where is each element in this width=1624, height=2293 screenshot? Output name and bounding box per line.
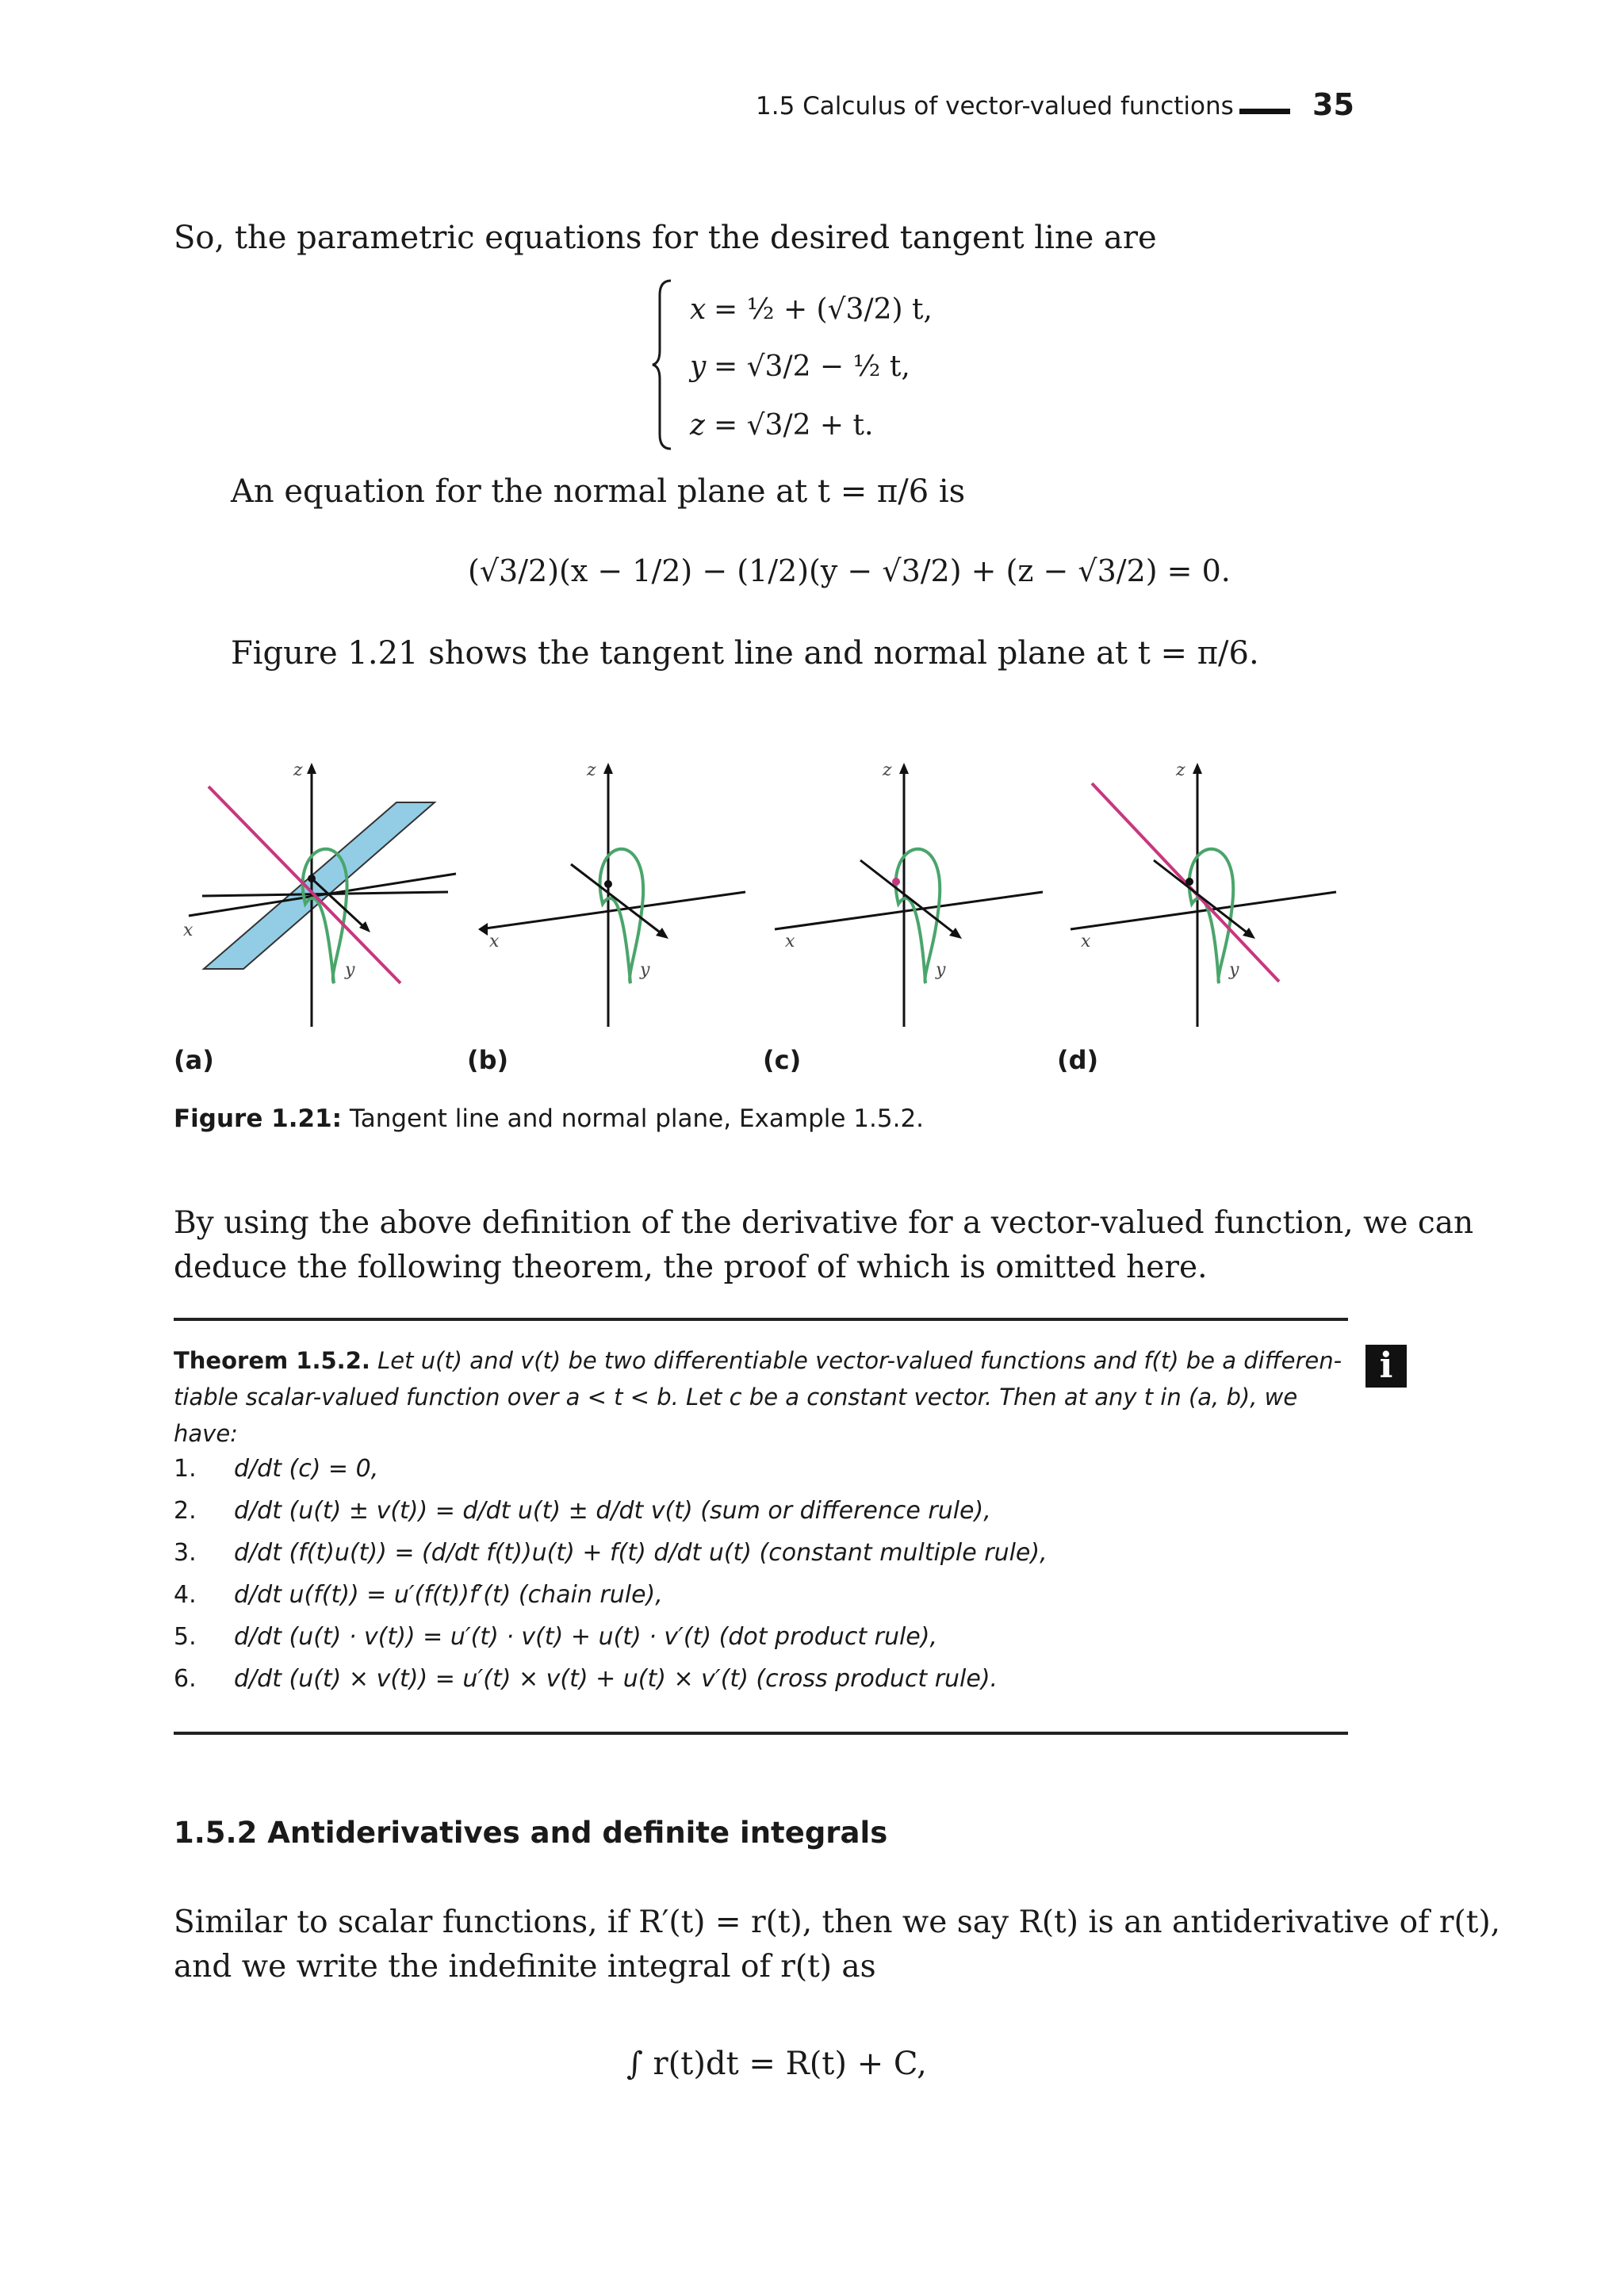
panel-b-y-label: y [640,960,650,980]
theorem-item-4: d/dt u(f(t)) = u′(f(t))f′(t) (chain rule), [234,1581,663,1609]
integral-equation: ∫ r(t)dt = R(t) + C, [626,2046,927,2082]
theorem-line-2: tiable scalar-valued function over a < t < b. Let c be a constant vector. Then at any t in (a, b), we [174,1384,1298,1411]
panel-b-plot [478,763,745,1027]
theorem-item-2: d/dt (u(t) ± v(t)) = d/dt u(t) ± d/dt v(t) (sum or difference rule), [234,1497,991,1525]
theorem-top-rule [174,1318,1348,1321]
header-rule [1239,109,1290,114]
theorem-item-5: d/dt (u(t) · v(t)) = u′(t) · v(t) + u(t) · v′(t) (dot product rule), [234,1623,937,1651]
theorem-label: Theorem 1.5.2. [174,1347,370,1374]
system-brace [650,278,674,452]
figure-reference: Figure 1.21 shows the tangent line and normal plane at t = π/6. [231,635,1259,672]
lead-paragraph-line-1: By using the above definition of the derivative for a vector-valued function, we can [174,1205,1474,1241]
lead-paragraph-line-2: deduce the following theorem, the proof of which is omitted here. [174,1250,1208,1285]
figure-caption-label: Figure 1.21: [174,1104,343,1133]
panel-c-y-label: y [936,960,946,980]
panel-c-plot [775,763,1043,1027]
subsection-title: 1.5.2 Antiderivatives and definite integrals [174,1816,888,1850]
theorem-item-num-3: 3. [174,1539,197,1567]
eq-y-lhs: y [690,350,707,383]
eq-x-lhs: x [690,293,707,326]
panel-a-z-label: z [293,760,303,780]
theorem-item-1: d/dt (c) = 0, [234,1455,379,1483]
eq-z-rhs: = √3/2 + t. [714,409,874,442]
panel-c-x-label: x [785,932,795,951]
panel-c-z-label: z [883,760,892,780]
theorem-item-num-5: 5. [174,1623,197,1651]
theorem-item-num-1: 1. [174,1455,197,1483]
panel-label-c: (c) [763,1045,802,1075]
theorem-line-1 [174,1342,1342,1379]
running-header-title: 1.5 Calculus of vector-valued functions [756,92,1234,121]
normal-plane-intro: An equation for the normal plane at t = π/6 is [231,473,966,510]
intro-sentence: So, the parametric equations for the desired tangent line are [174,220,1157,256]
theorem-item-num-6: 6. [174,1665,197,1693]
eq-z-lhs: z [690,409,705,442]
theorem-item-num-2: 2. [174,1497,197,1525]
theorem-line-3: have: [174,1420,238,1447]
theorem-item-3: d/dt (f(t)u(t)) = (d/dt f(t))u(t) + f(t) d/dt u(t) (constant multiple rule), [234,1539,1048,1567]
theorem-item-num-4: 4. [174,1581,197,1609]
panel-a-y-label: y [345,960,355,980]
eq-x-rhs: = ½ + (√3/2) t, [714,293,933,326]
figure-1-21 [170,745,1360,1039]
panel-d-y-label: y [1229,960,1239,980]
theorem-statement-1: Let u(t) and v(t) be two differentiable vector-valued functions and f(t) be a differen- [377,1347,1342,1374]
closing-paragraph-line-1: Similar to scalar functions, if R′(t) = r(t), then we say R(t) is an antiderivative of r(t), [174,1904,1501,1940]
info-icon[interactable]: i [1365,1345,1407,1388]
panel-b-z-label: z [587,760,596,780]
panel-d-z-label: z [1176,760,1185,780]
panel-label-a: (a) [174,1045,214,1075]
eq-y-rhs: = √3/2 − ½ t, [714,350,910,383]
panel-a-x-label: x [183,921,193,940]
figure-caption [174,1104,924,1133]
panel-a-plot [189,763,456,1027]
figure-caption-text: Tangent line and normal plane, Example 1.5.2. [349,1104,925,1133]
theorem-item-6: d/dt (u(t) × v(t)) = u′(t) × v(t) + u(t) × v′(t) (cross product rule). [234,1665,998,1693]
closing-paragraph-line-2: and we write the indefinite integral of r(t) as [174,1949,876,1985]
panel-label-d: (d) [1057,1045,1099,1075]
panel-b-x-label: x [489,932,500,951]
panel-d-x-label: x [1081,932,1091,951]
normal-plane-equation: (√3/2)(x − 1/2) − (1/2)(y − √3/2) + (z − √3/2) = 0. [468,553,1231,588]
page-number: 35 [1312,87,1354,122]
panel-d-plot [1071,763,1336,1027]
theorem-bottom-rule [174,1732,1348,1735]
panel-label-b: (b) [467,1045,509,1075]
